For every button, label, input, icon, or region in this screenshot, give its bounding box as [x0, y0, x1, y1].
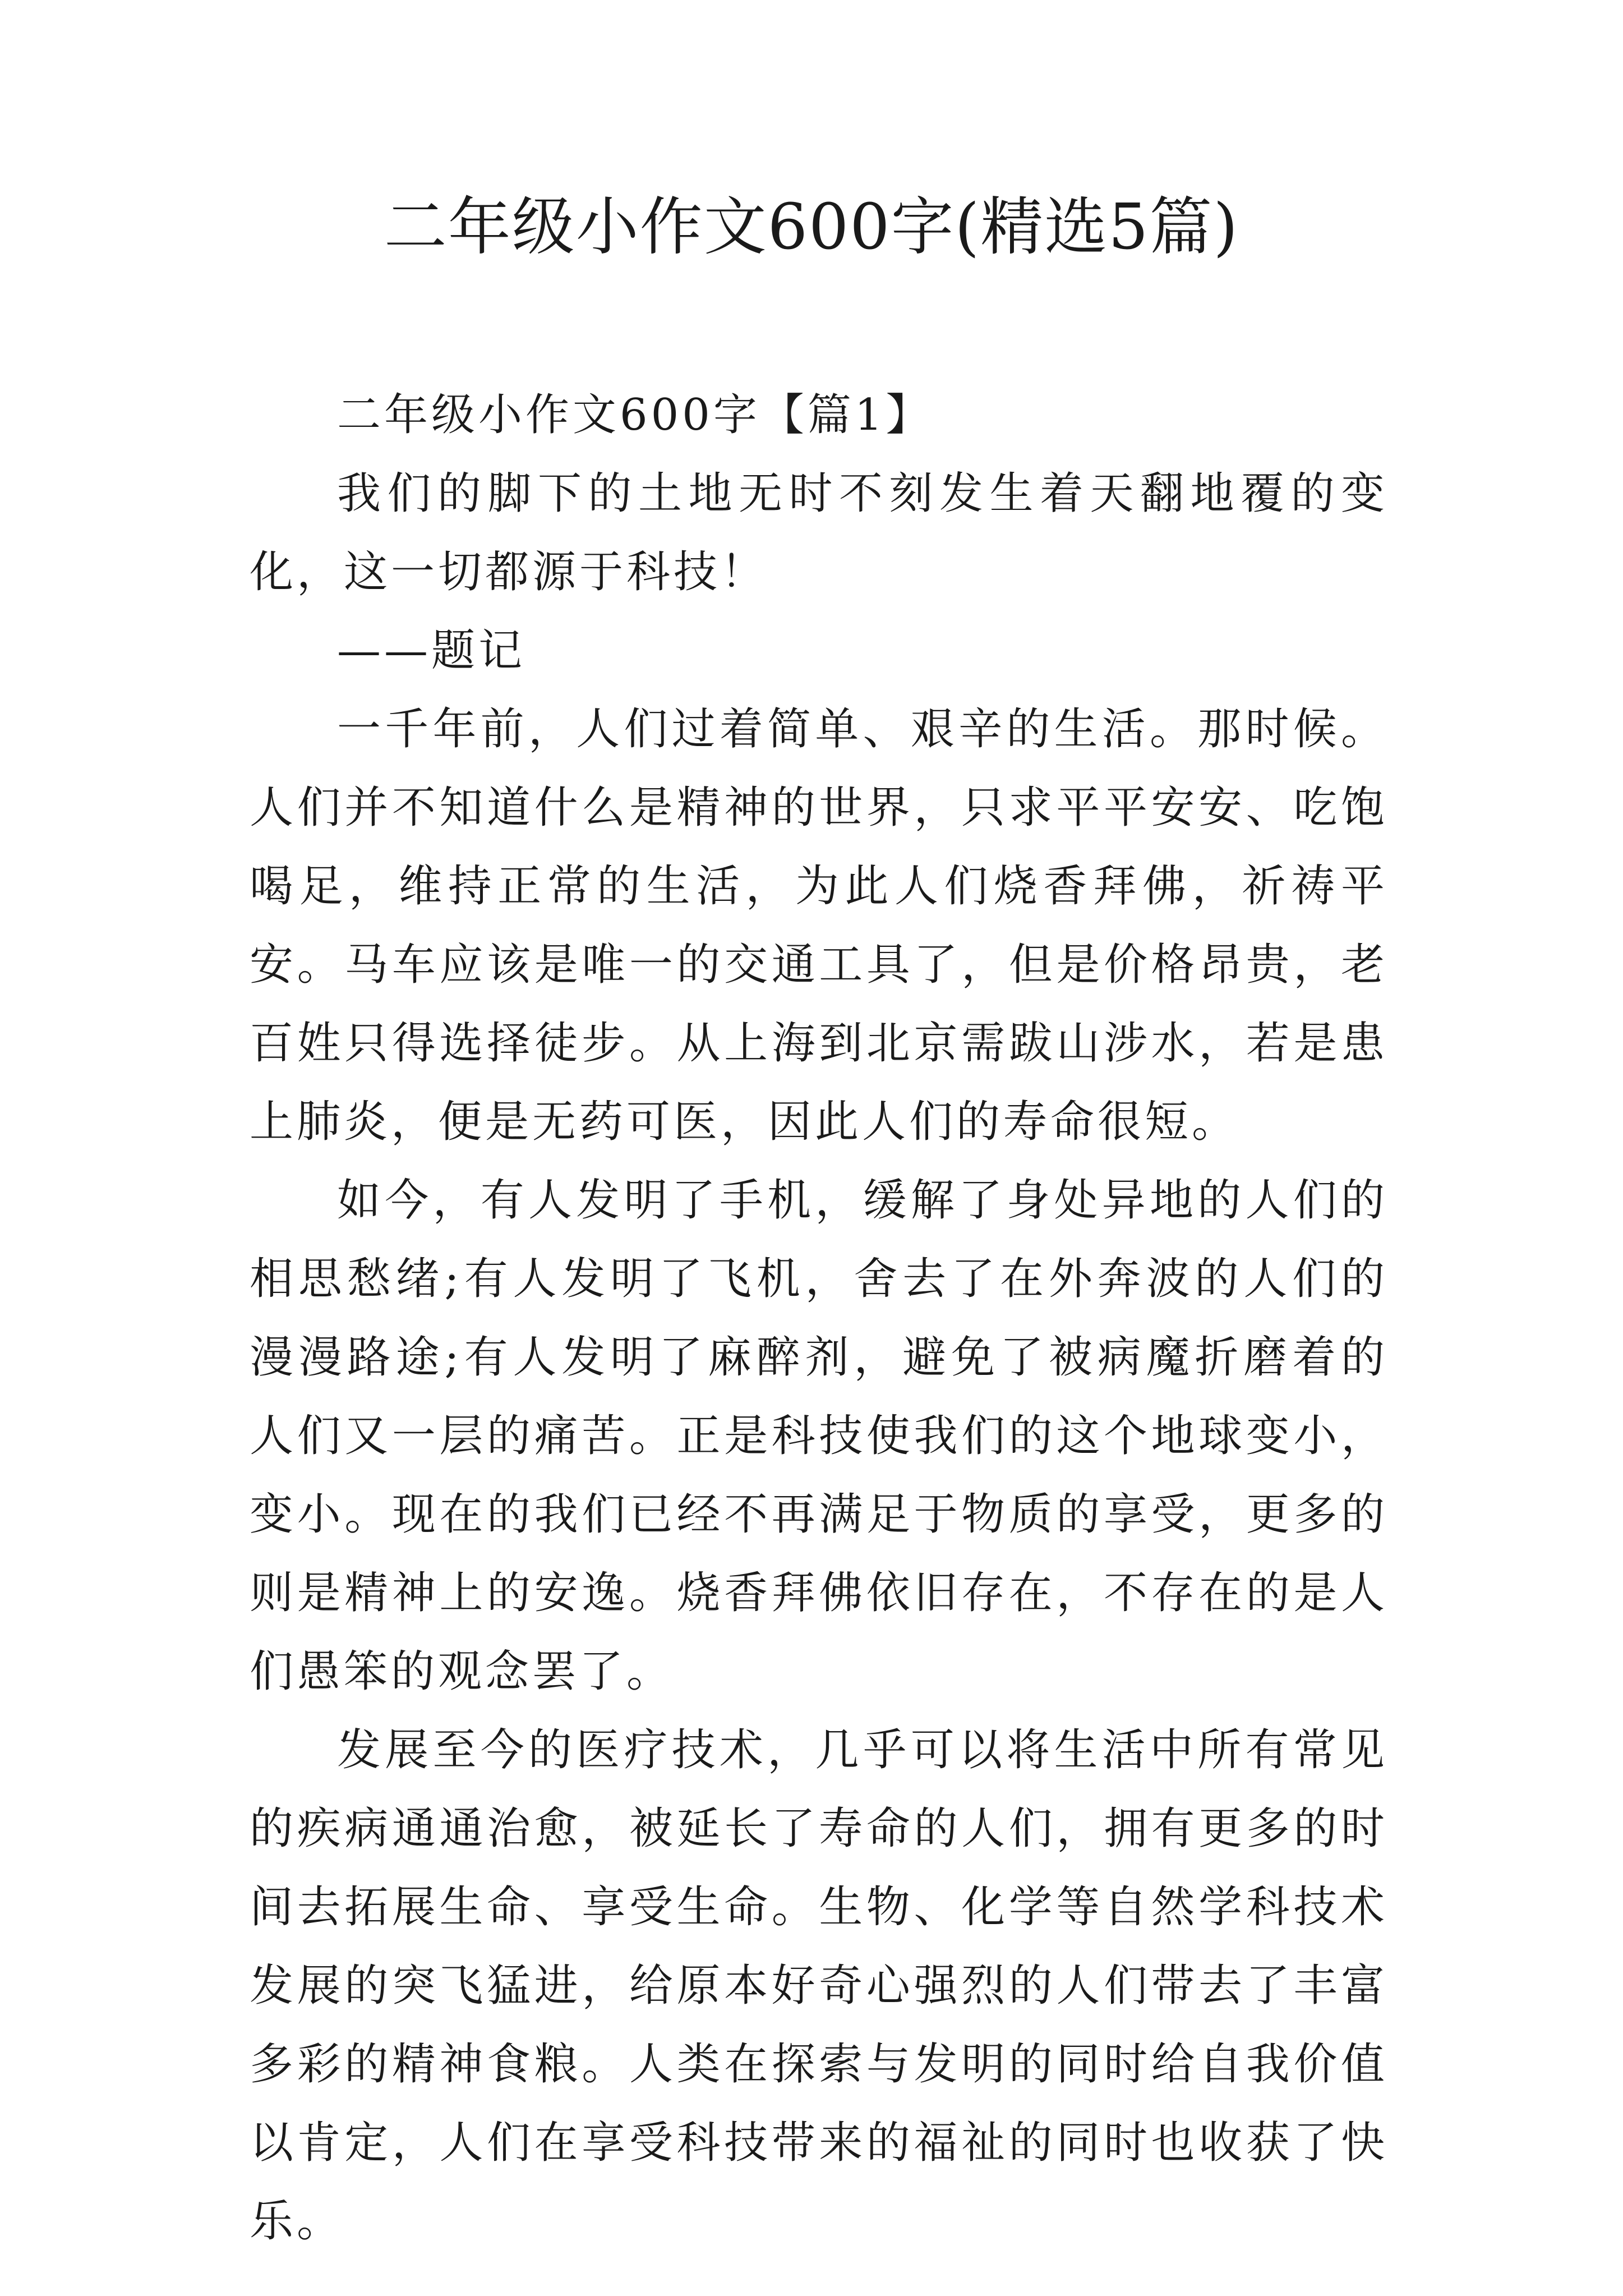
section-heading: 二年级小作文600字【篇1】	[337, 390, 933, 440]
paragraph: 发展至今的医疗技术，几乎可以将生活中所有常见的疾病通通治愈，被延长了寿命的人们，拥有更多的时间去拓展生命、享受生命。生物、化学等自然学科技术发展的突飞猛进，给原本好奇心强烈的人们带去了丰富多彩的精神食粮。人类在探索与发明的同时给自我价值以肯定，人们在享受科技带来的福祉的同时也收获了快乐。	[250, 1725, 1388, 2247]
epigraph-attribution: ——题记	[337, 625, 526, 676]
document-body	[250, 376, 1388, 2261]
paragraph: 如今，有人发明了手机，缓解了身处异地的人们的相思愁绪;有人发明了飞机，舍去了在外奔波的人们的漫漫路途;有人发明了麻醉剂，避免了被病魔折磨着的人们又一层的痛苦。正是科技使我们的这个地球变小，变小。现在的我们已经不再满足于物质的享受，更多的则是精神上的安逸。烧香拜佛依旧存在，不存在的是人们愚笨的观念罢了。	[250, 1175, 1388, 1697]
paragraph: 我们的脚下的土地无时不刻发生着天翻地覆的变化，这一切都源于科技！	[250, 468, 1388, 597]
paragraph: 一千年前，人们过着简单、艰辛的生活。那时候。人们并不知道什么是精神的世界，只求平平安安、吃饱喝足，维持正常的生活，为此人们烧香拜佛，祈祷平安。马车应该是唯一的交通工具了，但是价格昂贵，老百姓只得选择徒步。从上海到北京需跋山涉水，若是患上肺炎，便是无药可医，因此人们的寿命很短。	[250, 704, 1388, 1147]
document-title: 二年级小作文600字(精选5篇)	[384, 191, 1239, 264]
